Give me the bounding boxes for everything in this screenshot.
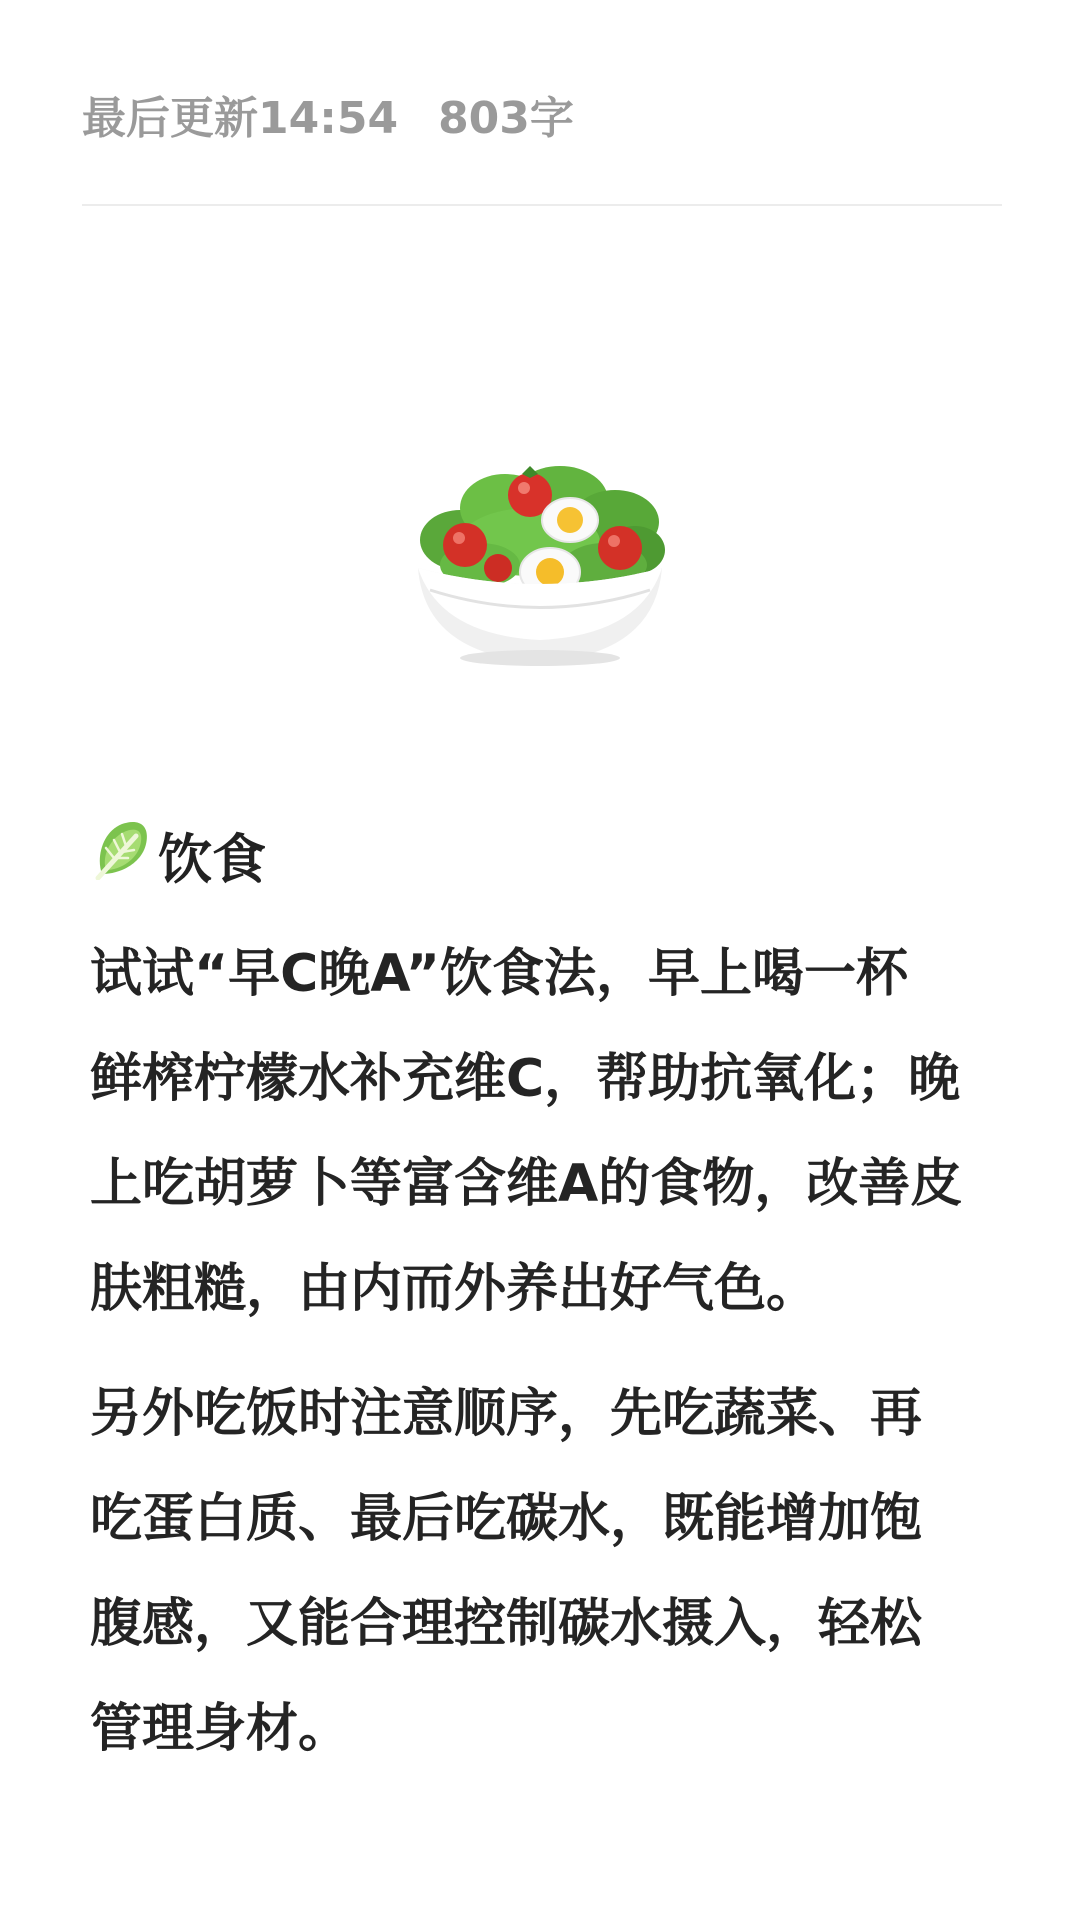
note-meta	[82, 82, 574, 146]
paragraph-line: 鲜榨柠檬水补充维C，帮助抗氧化；晚	[90, 1049, 961, 1109]
paragraph-line: 吃蛋白质、最后吃碳水，既能增加饱	[90, 1489, 923, 1549]
leafy-green-icon	[92, 818, 158, 893]
paragraph-diet-2	[90, 1362, 1010, 1782]
paragraph-line: 上吃胡萝卜等富含维A的食物，改善皮	[90, 1154, 963, 1214]
word-count-text: 803字	[438, 93, 574, 144]
section-title: 饮食	[158, 827, 266, 891]
section-heading	[92, 815, 266, 895]
last-updated-text: 最后更新14:54	[82, 93, 399, 144]
paragraph-line: 另外吃饭时注意顺序，先吃蔬菜、再	[90, 1384, 923, 1444]
divider	[82, 204, 1002, 206]
paragraph-line: 管理身材。	[90, 1699, 351, 1759]
green-salad-icon	[410, 450, 670, 670]
paragraph-line: 试试“早C晚A”饮食法，早上喝一杯	[90, 944, 908, 1004]
paragraph-line: 肤粗糙，由内而外养出好气色。	[90, 1259, 819, 1319]
paragraph-line: 腹感，又能合理控制碳水摄入，轻松	[90, 1594, 923, 1654]
paragraph-diet-1	[90, 922, 1010, 1342]
